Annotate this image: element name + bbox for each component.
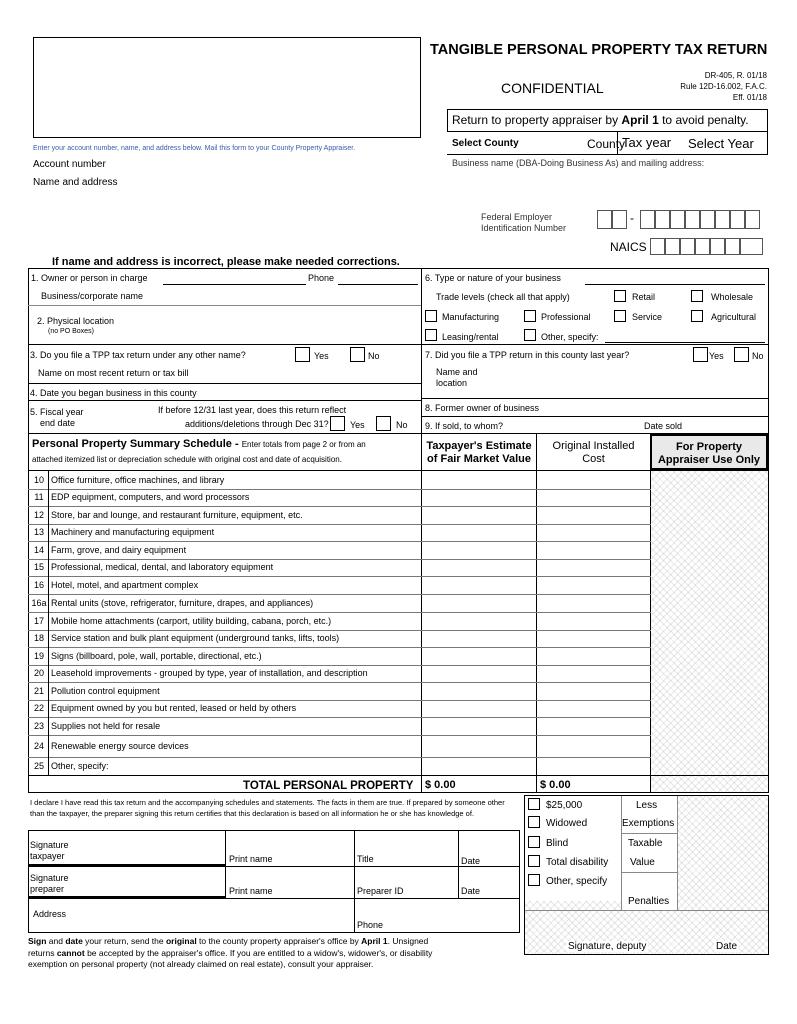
schedule-title-wrap	[32, 438, 417, 450]
estimate-input[interactable]	[422, 541, 535, 559]
professional-label: Professional	[541, 312, 591, 322]
preparer-date-label: Date	[461, 886, 481, 896]
estimate-input[interactable]	[422, 700, 535, 717]
total-cost-value[interactable]: $ 0.00	[540, 779, 571, 791]
sig-divider	[458, 830, 459, 898]
total-appraiser-cell	[651, 776, 768, 792]
cost-input[interactable]	[537, 506, 649, 524]
row-divider	[28, 400, 421, 401]
form-title: TANGIBLE PERSONAL PROPERTY TAX RETURN	[430, 42, 768, 58]
row-divider	[28, 305, 421, 306]
naics-digit-box[interactable]	[740, 238, 763, 255]
row-number: 14	[33, 544, 44, 555]
total-label: TOTAL PERSONAL PROPERTY	[243, 780, 414, 792]
row-label: Renewable energy source devices	[51, 740, 189, 751]
county-row	[447, 133, 768, 155]
exemption-25000-checkbox[interactable]	[528, 798, 540, 810]
footer-april: April 1	[361, 936, 388, 946]
q3-yes-checkbox[interactable]	[295, 347, 310, 362]
name-location-label-1: Name and	[436, 367, 478, 377]
estimate-input[interactable]	[422, 757, 535, 775]
estimate-input[interactable]	[422, 647, 535, 665]
footer-returns: returns	[28, 947, 57, 958]
q7-yes-checkbox[interactable]	[693, 347, 708, 362]
fein-digit-box[interactable]	[655, 210, 670, 229]
total-disability-label: Total disability	[546, 857, 609, 868]
estimate-input[interactable]	[422, 612, 535, 630]
blind-label: Blind	[546, 838, 569, 849]
row-divider	[28, 383, 421, 384]
physical-location-label: 2. Physical location	[37, 316, 115, 326]
professional-checkbox[interactable]	[524, 310, 536, 322]
phone-input-line[interactable]	[338, 284, 418, 285]
row-divider	[28, 344, 421, 345]
cost-input[interactable]	[537, 630, 649, 647]
estimate-input[interactable]	[422, 471, 535, 489]
blind-checkbox[interactable]	[528, 836, 540, 848]
schedule-subtitle-1: Enter totals from page 2 or from an	[241, 440, 366, 449]
fiscal-end-date-label: end date	[40, 418, 76, 428]
sig-taxpayer-1: Signature	[30, 840, 69, 850]
agricultural-label: Agricultural	[711, 312, 757, 322]
exemptions-mid-area	[621, 796, 678, 910]
trade-levels-label: Trade levels (check all that apply)	[436, 292, 570, 302]
no-po-boxes-note: (no PO Boxes)	[48, 328, 94, 335]
fein-dash: -	[630, 211, 634, 225]
row-divider	[421, 344, 769, 345]
penalties-label: Penalties	[628, 896, 670, 907]
row-label: Signs (billboard, pole, wall, portable, directional, etc.)	[51, 650, 262, 661]
return-notice-prefix: Return to property appraiser by	[452, 113, 622, 127]
footer-mid: your return, send the	[82, 936, 166, 946]
less-label: Less	[636, 800, 658, 811]
exemptions-label: Exemptions	[622, 818, 675, 829]
address-window-box[interactable]	[33, 37, 421, 138]
cost-input[interactable]	[537, 524, 649, 541]
exemption-divider	[621, 872, 678, 873]
col-cost-line2: Cost	[582, 453, 605, 465]
fiscal-year-label: 5. Fiscal year	[30, 407, 84, 417]
cost-input[interactable]	[537, 717, 649, 735]
cost-input[interactable]	[537, 700, 649, 717]
estimate-input[interactable]	[422, 682, 535, 700]
fein-digit-box[interactable]	[640, 210, 655, 229]
row-label: Service station and bulk plant equipment (underground tanks, lifts, tools)	[51, 633, 340, 643]
sig-preparer-2: preparer	[30, 884, 65, 894]
footer-sign: Sign	[28, 936, 47, 946]
row-number: 16a	[31, 597, 47, 608]
form-effective: Eff. 01/18	[732, 93, 767, 102]
other-business-label: Other, specify:	[541, 332, 599, 342]
estimate-input[interactable]	[422, 665, 535, 682]
other-business-checkbox[interactable]	[524, 329, 536, 341]
return-notice-deadline: April 1	[621, 113, 659, 127]
exemption-divider	[525, 910, 768, 911]
fein-digit-box[interactable]	[715, 210, 730, 229]
footer-and: and	[46, 936, 66, 946]
service-label: Service	[632, 312, 663, 322]
q3-no-checkbox[interactable]	[350, 347, 365, 362]
row-divider	[421, 398, 769, 399]
cost-input[interactable]	[537, 471, 649, 489]
row-number: 16	[33, 579, 44, 590]
row-number: 22	[33, 703, 44, 713]
exemption-25000-label: $25,000	[546, 800, 583, 811]
mailing-instructions: Enter your account number, name, and address below. Mail this form to your County Property Appraiser.	[33, 145, 356, 152]
row-number: 11	[34, 492, 44, 502]
preparer-print-name-label: Print name	[229, 886, 273, 896]
row-label: Machinery and manufacturing equipment	[51, 527, 215, 537]
row-label: Rental units (stove, refrigerator, furniture, drapes, and appliances)	[51, 597, 314, 608]
value-label: Value	[630, 857, 655, 868]
widowed-label: Widowed	[546, 818, 588, 829]
row-label: EDP equipment, computers, and word processors	[51, 492, 250, 502]
other-exemption-checkbox[interactable]	[528, 874, 540, 886]
row-label: Hotel, motel, and apartment complex	[51, 579, 199, 590]
info-grid-divider	[421, 268, 422, 434]
row-number: 24	[33, 740, 44, 751]
q7-no-label: No	[752, 351, 764, 361]
manufacturing-checkbox[interactable]	[425, 310, 437, 322]
q9-label: 9. If sold, to whom?	[425, 421, 504, 431]
fein-digit-box[interactable]	[700, 210, 715, 229]
row-label: Other, specify:	[51, 760, 109, 771]
col-estimate-line1: Taxpayer's Estimate	[426, 440, 532, 452]
cost-input[interactable]	[537, 541, 649, 559]
col-appraiser-line1: For Property	[675, 441, 742, 453]
row-number: 13	[33, 527, 44, 537]
wholesale-label: Wholesale	[711, 292, 754, 302]
return-notice-box	[447, 109, 768, 132]
form-rule: Rule 12D-16.002, F.A.C.	[680, 82, 767, 91]
col-cost-header	[537, 440, 650, 466]
naics-digit-box[interactable]	[665, 238, 680, 255]
manufacturing-label: Manufacturing	[442, 312, 500, 322]
naics-digit-box[interactable]	[680, 238, 695, 255]
naics-digit-box[interactable]	[725, 238, 740, 255]
total-estimate-value[interactable]: $ 0.00	[425, 779, 456, 791]
estimate-input[interactable]	[422, 524, 535, 541]
q6-input-line[interactable]	[585, 284, 765, 285]
appraiser-use-column	[651, 471, 768, 775]
row-label: Leasehold improvements - grouped by type, year of installation, and description	[51, 668, 368, 678]
cost-input[interactable]	[537, 665, 649, 682]
row-number: 20	[33, 668, 44, 678]
footer-original: original	[165, 936, 197, 946]
signature-deputy-label: Signature, deputy	[568, 941, 647, 952]
schedule-title: Personal Property Summary Schedule -	[32, 438, 242, 450]
tax-year-label: Tax year	[622, 135, 672, 150]
fein-digit-box[interactable]	[745, 210, 760, 229]
row-number: 17	[33, 615, 44, 626]
sig-taxpayer-2: taxpayer	[30, 851, 65, 861]
q5-question-2: additions/deletions through Dec 31?	[185, 419, 329, 429]
fein-digit-box[interactable]	[612, 210, 627, 229]
row-label: Office furniture, office machines, and library	[51, 474, 225, 485]
estimate-input[interactable]	[422, 506, 535, 524]
row-number: 23	[33, 720, 44, 731]
title-label: Title	[357, 854, 374, 864]
footer-mid2: to the county property appraiser's office by	[196, 936, 362, 946]
deputy-date-label: Date	[716, 941, 738, 952]
estimate-input[interactable]	[422, 717, 535, 735]
cost-input[interactable]	[537, 489, 649, 506]
row-number: 12	[33, 509, 44, 520]
naics-label: NAICS	[610, 240, 647, 254]
return-notice-suffix: to avoid penalty.	[658, 113, 749, 127]
row-number: 25	[33, 760, 44, 771]
naics-digit-box[interactable]	[710, 238, 725, 255]
estimate-input[interactable]	[422, 630, 535, 647]
cost-input[interactable]	[537, 682, 649, 700]
q6-label: 6. Type or nature of your business	[425, 273, 561, 283]
account-number-label: Account number	[33, 159, 106, 170]
leasing-label: Leasing/rental	[442, 332, 499, 342]
q5-yes-label: Yes	[350, 420, 365, 430]
cost-input[interactable]	[537, 594, 649, 612]
row-divider	[421, 416, 769, 417]
total-disability-checkbox[interactable]	[528, 855, 540, 867]
num-divider	[48, 470, 49, 775]
sig-row-divider	[28, 898, 520, 899]
form-number: DR-405, R. 01/18	[704, 71, 767, 80]
row-label: Farm, grove, and dairy equipment	[51, 544, 187, 555]
q3-no-label: No	[368, 351, 380, 361]
estimate-input[interactable]	[422, 594, 535, 612]
q3-label: 3. Do you file a TPP tax return under any other name?	[30, 350, 246, 360]
schedule-subtitle-2: attached itemized list or depreciation schedule with original cost and date of acquisition.	[32, 455, 342, 464]
county-label: County	[587, 137, 626, 151]
sig-divider	[354, 830, 355, 898]
col-appraiser-header	[650, 434, 768, 470]
recent-name-label: Name on most recent return or tax bill	[38, 368, 189, 378]
row-label: Professional, medical, dental, and laboratory equipment	[51, 562, 274, 572]
col-estimate-header	[422, 440, 536, 466]
col-estimate-line2: of Fair Market Value	[427, 453, 531, 465]
preparer-id-label: Preparer ID	[357, 886, 404, 896]
estimate-input[interactable]	[422, 735, 535, 757]
footer-accepted: be accepted by the appraiser's office. If you are entitled to a widow's, widower's, or disability	[84, 947, 433, 958]
cost-input[interactable]	[537, 612, 649, 630]
address-label: Address	[33, 909, 67, 919]
q5-yes-checkbox[interactable]	[330, 416, 345, 431]
cost-input[interactable]	[537, 735, 649, 757]
agricultural-checkbox[interactable]	[691, 310, 703, 322]
row-label: Equipment owned by you but rented, leased or held by others	[51, 703, 297, 713]
q5-no-checkbox[interactable]	[376, 416, 391, 431]
exemption-divider	[621, 833, 678, 834]
date-sold-label: Date sold	[644, 421, 683, 431]
estimate-input[interactable]	[422, 489, 535, 506]
row-number: 19	[33, 650, 44, 661]
owner-label: 1. Owner or person in charge	[31, 273, 148, 283]
q7-yes-label: Yes	[709, 351, 724, 361]
row-label: Mobile home attachments (carport, utility building, cabana, porch, etc.)	[51, 615, 332, 626]
estimate-input[interactable]	[422, 559, 535, 576]
name-location-label-2: location	[436, 378, 468, 388]
row-number: 21	[33, 685, 44, 696]
footer-line3: exemption on personal property (not already claimed on real estate), consult your appraiser.	[28, 959, 374, 969]
fein-digit-box[interactable]	[685, 210, 700, 229]
declaration-text: I declare I have read this tax return and the accompanying schedules and statements. The facts in them are true. If prepared by someone other than the taxpayer, the preparer signing this return certifies that this declaration is based on all information he or she has knowledge of.	[30, 798, 505, 818]
q5-question-1: If before 12/31 last year, does this return reflect	[158, 405, 347, 415]
cost-input[interactable]	[537, 576, 649, 594]
row-label: Store, bar and lounge, and restaurant furniture, equipment, etc.	[51, 509, 303, 520]
fein-digit-box[interactable]	[597, 210, 612, 229]
naics-digit-box[interactable]	[695, 238, 710, 255]
date-label: Date	[461, 856, 481, 866]
print-name-label: Print name	[229, 854, 273, 864]
row-number: 15	[33, 562, 44, 572]
cost-input[interactable]	[537, 647, 649, 665]
sig-preparer-1: Signature	[30, 873, 69, 883]
q5-no-label: No	[396, 420, 408, 430]
footer-notice	[28, 936, 523, 971]
owner-input-line[interactable]	[163, 284, 306, 285]
leasing-checkbox[interactable]	[425, 329, 437, 341]
cost-input[interactable]	[537, 559, 649, 576]
retail-checkbox[interactable]	[614, 290, 626, 302]
footer-cannot: cannot	[56, 947, 85, 958]
phone-label: Phone	[308, 273, 335, 283]
row-number: 10	[33, 474, 44, 485]
cost-input[interactable]	[537, 757, 649, 775]
footer-end: . Unsigned	[387, 936, 429, 946]
fein-label-2: Identification Number	[481, 223, 567, 233]
q7-no-checkbox[interactable]	[734, 347, 749, 362]
tax-year-box	[617, 132, 768, 154]
q3-yes-label: Yes	[314, 351, 329, 361]
col-cost-line1: Original Installed	[552, 440, 635, 452]
business-name-label: Business name (DBA-Doing Business As) and mailing address:	[452, 158, 705, 168]
confidential-label: CONFIDENTIAL	[501, 80, 604, 96]
q7-label: 7. Did you file a TPP return in this county last year?	[425, 350, 630, 360]
row-label: Supplies not held for resale	[51, 720, 161, 731]
service-checkbox[interactable]	[614, 310, 626, 322]
other-exemption-label: Other, specify	[546, 876, 608, 887]
select-year-dropdown[interactable]: Select Year	[688, 136, 754, 151]
col-appraiser-line2: Appraiser Use Only	[657, 454, 761, 466]
business-corporate-name-label: Business/corporate name	[41, 291, 144, 301]
row-number: 18	[33, 633, 44, 643]
fein-label-1: Federal Employer	[481, 212, 553, 222]
q8-label: 8. Former owner of business	[425, 403, 540, 413]
row-label: Pollution control equipment	[51, 685, 160, 696]
select-county-dropdown[interactable]: Select County	[452, 138, 519, 149]
fein-digit-box[interactable]	[670, 210, 685, 229]
naics-digit-box[interactable]	[650, 238, 665, 255]
phone-label-bottom: Phone	[357, 920, 384, 930]
wholesale-checkbox[interactable]	[691, 290, 703, 302]
estimate-input[interactable]	[422, 576, 535, 594]
correction-notice: If name and address is incorrect, please make needed corrections.	[52, 256, 400, 268]
name-address-label: Name and address	[33, 177, 118, 188]
footer-date: date	[65, 936, 83, 946]
q4-label: 4. Date you began business in this county	[30, 388, 197, 398]
widowed-checkbox[interactable]	[528, 816, 540, 828]
retail-label: Retail	[632, 292, 656, 302]
sig-divider	[354, 898, 355, 933]
taxable-label: Taxable	[628, 838, 663, 849]
other-business-input-line[interactable]	[605, 342, 765, 343]
fein-digit-box[interactable]	[730, 210, 745, 229]
